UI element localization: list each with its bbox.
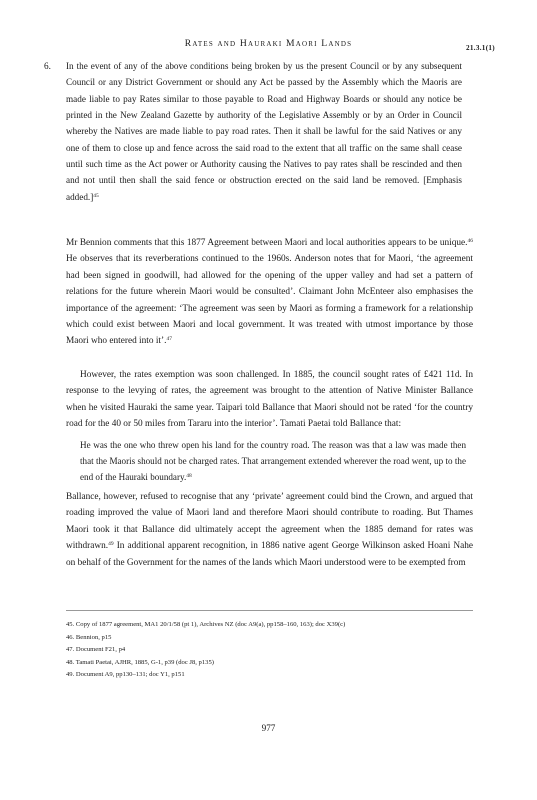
footnotes xyxy=(66,619,473,682)
body-paragraph xyxy=(66,235,473,350)
paragraph-text: However, the rates exemption was soon challenged. In 1885, the council sought rates of £421 11d. In response to the levying of rates, the agreement was brought to the attention of Native Minister Ballance when he visited Hauraki the same year. Taipari told Ballance that Maori should not be rated ‘for the country road for the 40 or 50 miles from Tararu into the interior’. Tamati Paetai told Ballance that: xyxy=(66,370,473,430)
footnote: 46. Bennion, p15 xyxy=(66,633,112,641)
footnote-ref: 46 xyxy=(467,238,473,244)
clause-text: In the event of any of the above conditions being broken by us the present Council or by any subsequent Council or any District Government or should any Act be passed by the Assembly which the Maoris are made liable to pay Rates similar to those payable to Road and Highway Boards or should any notice be printed in the New Zealand Gazette by authority of the Legislative Assembly or by an Order in Council whereby the Natives are made liable to pay road rates. Then it shall be lawful for the said Natives or any one of them to close up and fence across the said road to the extent that all traffic on the same shall cease until such time as the Act power or Authority causing the Natives to pay rates shall be rescinded and then and not until then shall the said fence or obstruction erected on the said land be removed. [Emphasis added.] xyxy=(66,61,462,202)
running-header-title: Rates and Hauraki Maori Lands xyxy=(184,38,353,49)
footnote-ref: 49 xyxy=(108,541,114,548)
footnote: 47. Document F21, p4 xyxy=(66,646,126,654)
footnote-ref: 47 xyxy=(166,336,172,343)
agreement-clause-6 xyxy=(44,58,462,205)
footnote-divider xyxy=(66,610,473,611)
paragraph-text: Mr Bennion comments that this 1877 Agreement between Maori and local authorities appears to be unique. xyxy=(66,238,468,248)
footnote: 49. Document A9, pp130–131; doc Y1, p151 xyxy=(66,671,185,679)
body-paragraph xyxy=(66,489,473,571)
paragraph-text: In additional apparent recognition, in 1886 native agent George Wilkinson asked Hoani Nahe on behalf of the Government for the names of the lands which Maori understood were to be exempted from xyxy=(66,541,473,568)
body-paragraph xyxy=(66,367,473,433)
footnote-ref: 48 xyxy=(186,473,192,480)
paragraph-text: He observes that its reverberations continued to the 1960s. Anderson notes that for Maori, ‘the agreement had been signed in goodwill, had allowed for the opening of the upper valley and had set a pattern of relations for the future wherein Maori would be consulted’. Claimant John McEnteer also emphasises the importance of the agreement: ‘The agreement was seen by Maori as forming a framework for a relationship which could exist between Maori and local government. It was treated with utmost importance by those Maori who entered into it’. xyxy=(66,254,473,347)
footnote-ref: 45 xyxy=(93,192,99,199)
paragraph-text: Ballance, however, refused to recognise that any ‘private’ agreement could bind the Crown, and argued that roading improved the value of Maori land and therefore Maori should contribute to roading. But Thames Maori took it that Ballance did ultimately accept the agreement when the 1885 demand for rates was withdrawn. xyxy=(66,492,473,552)
clause-number: 6. xyxy=(44,61,51,71)
section-reference: 21.3.1(1) xyxy=(465,44,495,52)
page-number: 977 xyxy=(261,723,276,733)
footnote: 45. Copy of 1877 agreement, MA1 20/1/58 (pt 1), Archives NZ (doc A9(a), pp158–160, 163); doc X39(c) xyxy=(66,621,346,628)
quote-text: He was the one who threw open his land for the country road. The reason was that a law was made then that the Maoris should not be charged rates. That arrangement extended wherever the road went, up to the end of the Hauraki boundary. xyxy=(80,440,466,483)
block-quote xyxy=(80,437,466,486)
footnote: 48. Tamati Paetai, AJHR, 1885, G-1, p39 (doc J8, p135) xyxy=(66,658,214,666)
